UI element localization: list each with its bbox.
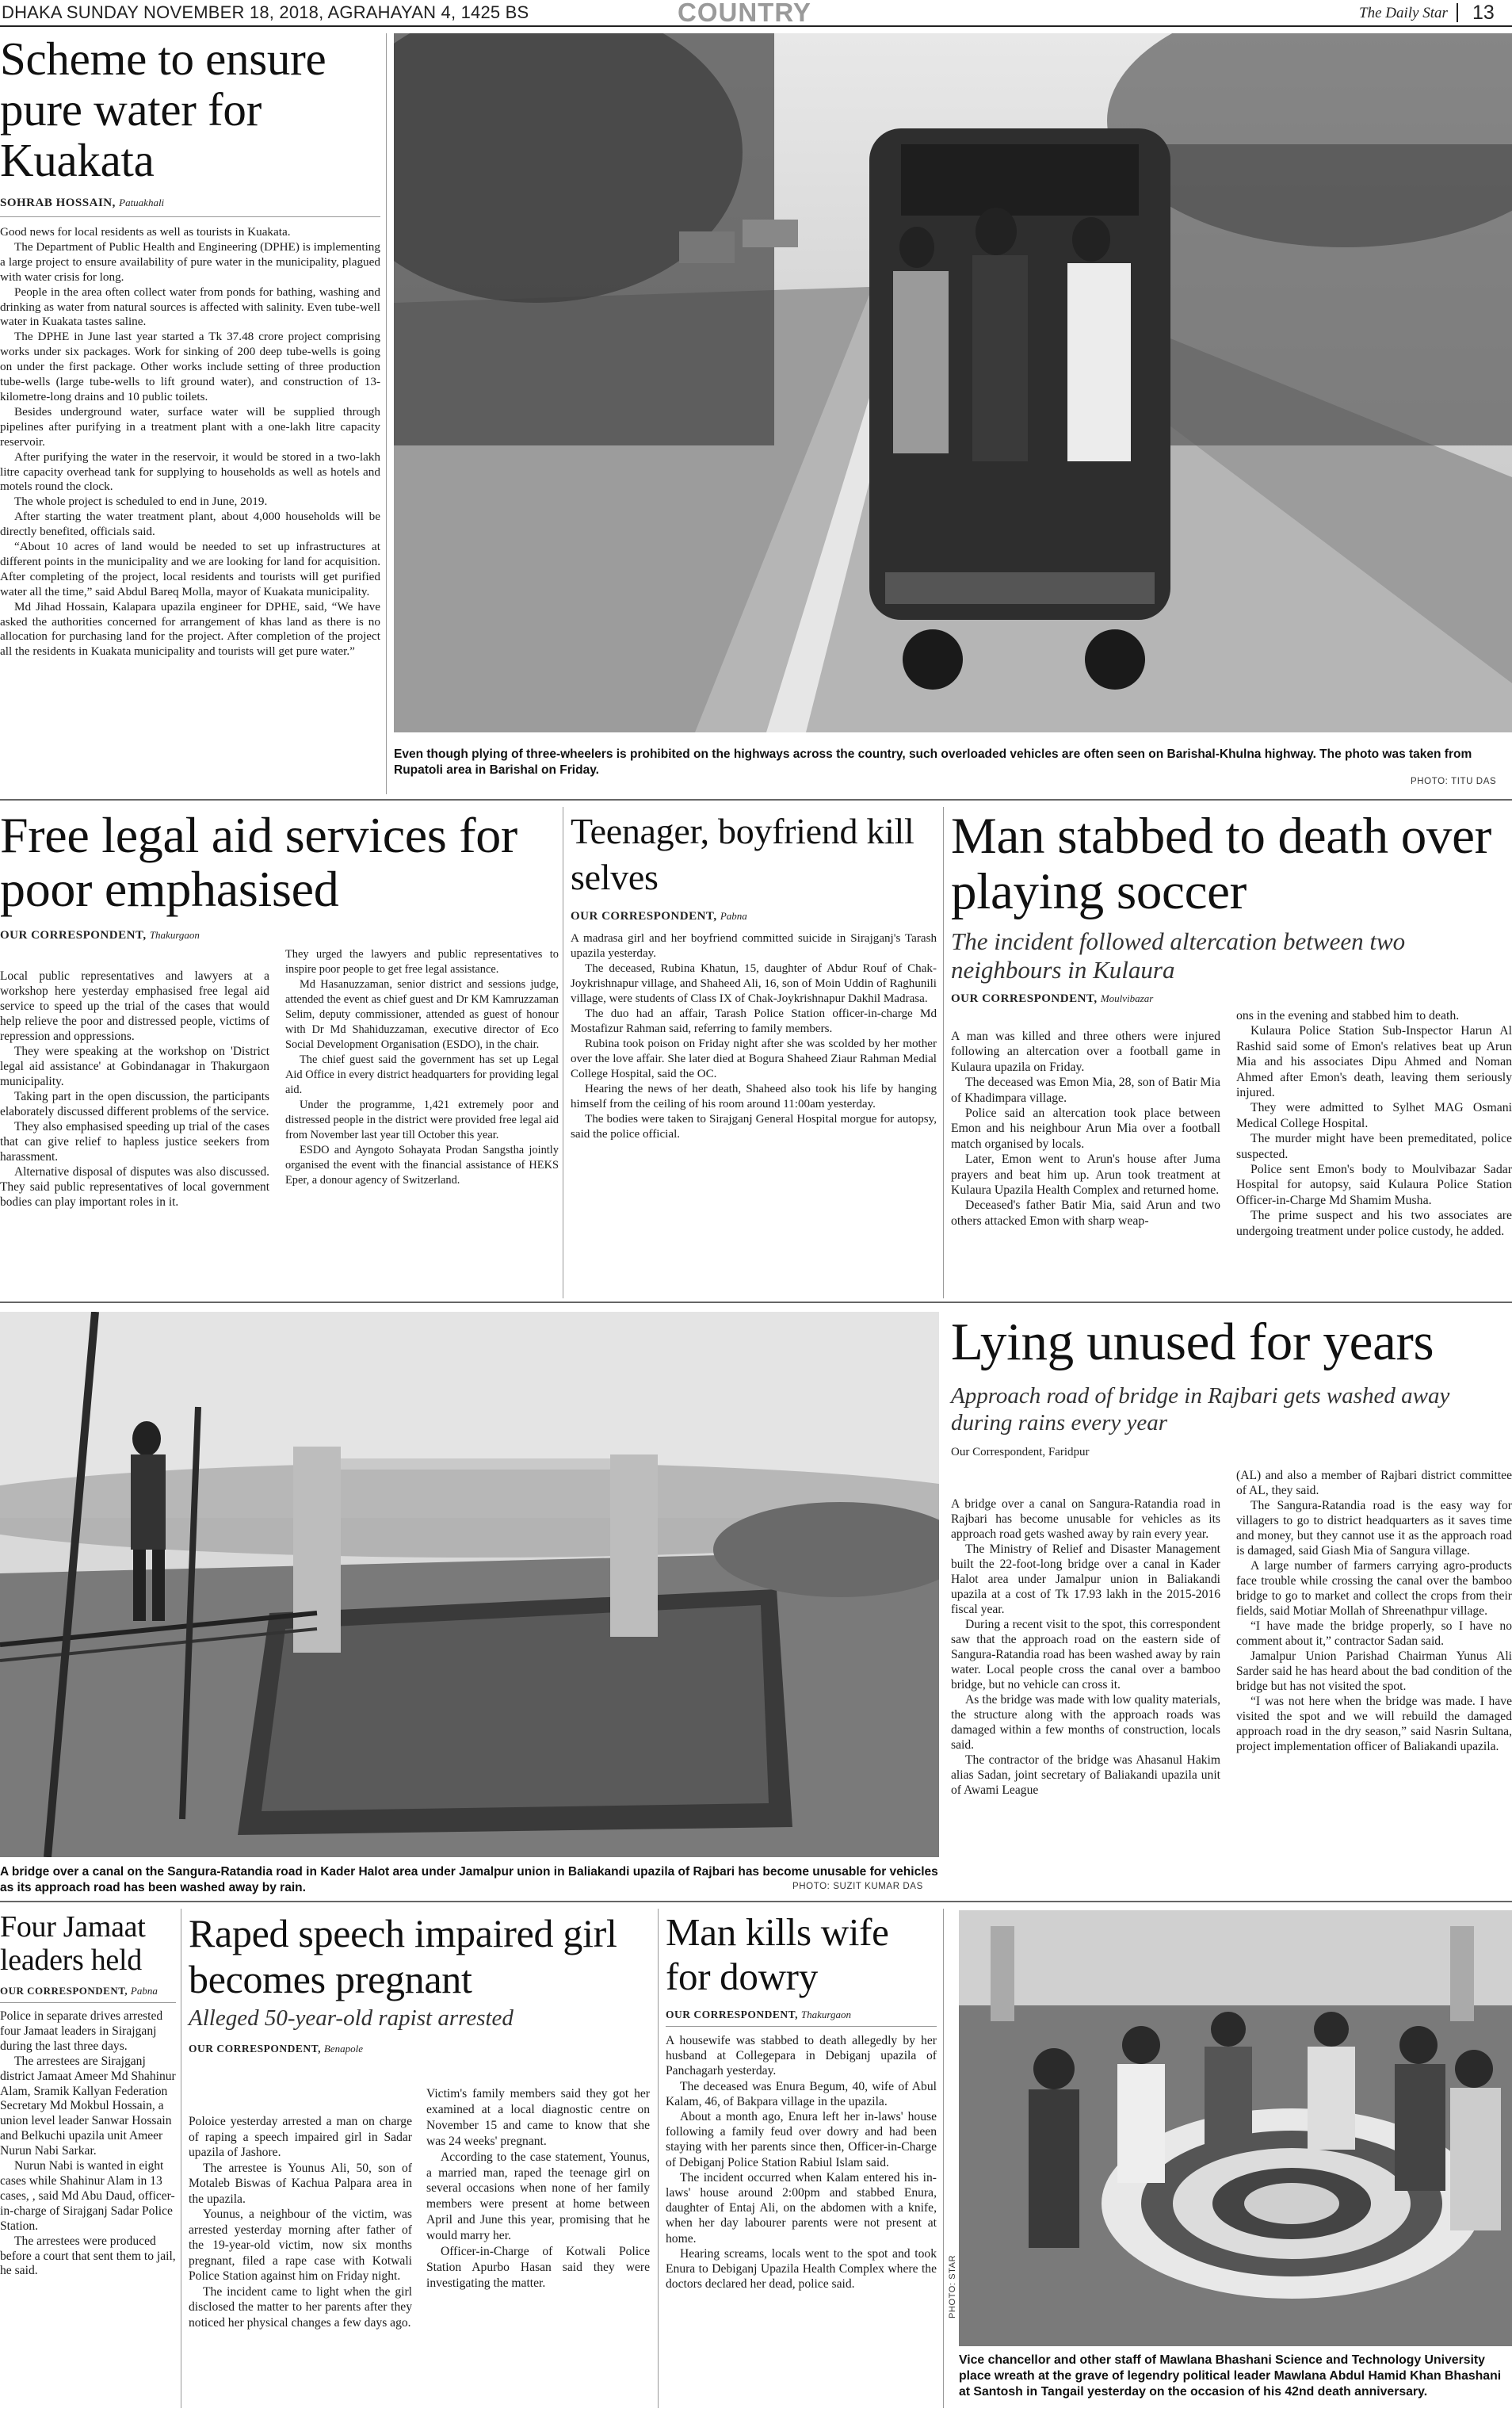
paragraph: The Sangura-Ratandia road is the easy way for villagers to go to district headquarters as it saves time and money, but they cannot use it as the approach road is damaged, said Giash Mia of Sangura village. [1236,1499,1512,1558]
column-2 [426,2086,650,2292]
byline [0,1985,176,1997]
column-2 [1236,1468,1512,1754]
paragraph: Rubina took poison on Friday night after she was scolded by her mother over the love affair. She later died at Bogura Shaheed Ziaur Rahman Medial College Hospital, said the OC. [571,1038,937,1080]
byline-author: OUR CORRESPONDENT, [0,1985,128,1997]
paragraph: Victim's family members said they got her examined at a local diagnostic centre on November 15 and came to know that she was 24 weeks' pregnant. [426,2087,650,2148]
photo-caption: A bridge over a canal on the Sangura-Ratandia road in Kader Halot area under Jamalpur union in Baliakandi upazila of Rajbari has become unusable for vehicles as its approach road has been washed away by rain. [0,1865,938,1894]
paragraph: Hearing the news of her death, Shaheed also took his life by hanging himself from the ceiling of his room around 11:00am yesterday. [571,1083,937,1110]
paragraph: Under the programme, 1,421 extremely poor and distressed people in the district were provided free legal aid from November last year till October this year. [285,1099,559,1141]
photo-wreath-bhashani-grave [959,1910,1512,2346]
photo-caption: Vice chancellor and other staff of Mawlana Bhashani Science and Technology University place wreath at the grave of legendry political leader Mawlana Abdul Hamid Khan Bhashani at Santosh in Tangail yesterday on the occasion of his 42nd death anniversary. [959,2353,1502,2399]
headline: Man kills wife for dowry [666,1910,889,1998]
photo-caption: Even though plying of three-wheelers is prohibited on the highways across the country, such overloaded vehicles are often seen on Barishal-Khulna highway. The photo was taken from Rupatoli area in Barishal on Friday. [394,747,1472,777]
paragraph: They urged the lawyers and public representatives to inspire poor people to get free legal assistance. [285,948,559,976]
column-2 [1236,1008,1512,1239]
paragraph: According to the case statement, Younus, a married man, raped the teenage girl on several occasions when none of her family members were present at home between April and June this year, promising that he would marry her. [426,2150,650,2243]
paragraph: The deceased was Emon Mia, 28, son of Batir Mia of Khadimpara village. [951,1076,1220,1105]
story-kuakata-water [0,33,380,793]
paragraph: Police in separate drives arrested four Jamaat leaders in Sirajganj during the last three days. [0,2009,163,2053]
paragraph: Md Hasanuzzaman, senior district and sessions judge, attended the event as chief guest and Dr KM Kamruzzaman Selim, deputy commissioner, attended as guest of honour with Dr Md Shahiduzzaman, executive director of Eco Social Development Organisation (ESDO), in the chair. [285,978,559,1051]
page-number: 13 [1472,2,1495,24]
paragraph: Taking part in the open discussion, the participants elaborately discussed different problems of the service. [0,1090,269,1118]
paragraph: Jamalpur Union Parishad Chairman Yunus Ali Sarder said he has heard about the bad condition of the bridge but has not visited the spot. [1236,1649,1512,1693]
paragraph: (AL) and also a member of Rajbari district committee of AL, they said. [1236,1469,1512,1497]
deck: Alleged 50-year-old rapist arrested [189,2005,514,2031]
story-speech-impaired-girl [189,1910,650,2412]
photo-credit: PHOTO: STAR [948,2254,957,2318]
paragraph: The contractor of the bridge was Ahasanul Hakim alias Sadan, joint secretary of Baliakandi upazila unit of Awami League [951,1753,1220,1797]
byline [189,2043,410,2055]
paragraph: They were speaking at the workshop on 'District legal aid assistance' at Gobindanagar in Thakurgaon municipality. [0,1045,269,1088]
paragraph: “I have made the bridge properly, so I have no comment about it,” contractor Sadan said. [1236,1619,1512,1648]
paragraph: A housewife was stabbed to death allegedly by her husband at Collegepara in Debiganj upazila of Panchagarh yesterday. [666,2034,937,2078]
byline-location: Thakurgaon [149,929,200,941]
headline: Raped speech impaired girl becomes pregnant [189,1911,617,2001]
paragraph: “About 10 acres of land would be needed to set up infrastructures at different points in the municipality and we are looking for land for acquisition. After completing of the project, local residents and tourists will get purified water all the time,” said Abdul Bareq Molla, mayor of Kuakata municipality. [0,540,380,598]
column-1 [189,2114,412,2330]
byline: Our Correspondent, Faridpur [951,1446,1090,1458]
story-free-legal-aid [0,808,559,1296]
paragraph: The bodies were taken to Sirajganj General Hospital morgue for autopsy, said the police official. [571,1113,937,1141]
paragraph: As the bridge was made with low quality materials, the structure along with the approach roads was damaged within a few months of construction, locals said. [951,1693,1220,1752]
paragraph: The DPHE in June last year started a Tk 37.48 crore project comprising works under six packages. Work for sinking of 200 deep tube-wells is going on under the first package. Other works include setting of three production tube-wells (large tube-wells to lift ground water), and construction of 13-kilometre-long drains and 10 public toilets. [0,330,380,403]
byline [0,197,380,210]
byline-author: OUR CORRESPONDENT, [0,929,147,942]
deck: The incident followed altercation between two neighbours in Kulaura [951,927,1406,984]
headline: Four Jamaat leaders held [0,1910,146,1977]
paragraph: A large number of farmers carrying agro-products face trouble while crossing the canal over the bamboo bridge to go to market and collect the crops from their fields, said Motiar Mollah of Shreenathpur village. [1236,1559,1512,1618]
paragraph: Md Jihad Hossain, Kalapara upazila engineer for DPHE, said, “We have asked the authorities concerned for arrangement of khas land as there is no allocation for purchasing land for the project. After completion of the project all the residents in Kuakata municipality and tourists will get pure water.” [0,599,380,659]
story-man-kills-wife [666,1910,937,2412]
byline-author: OUR CORRESPONDENT, [189,2043,322,2055]
byline-author: OUR CORRESPONDENT, [571,910,717,923]
column-1 [951,1029,1220,1229]
masthead [0,0,1512,27]
paragraph: Nurun Nabi is wanted in eight cases while Shahinur Alam in 13 cases, , said Md Abu Daud, officer-in-charge of Sirajganj Sadar Police Station. [0,2159,175,2233]
story-man-stabbed [951,808,1512,1296]
headline: Scheme to ensure pure water for Kuakata [0,32,326,186]
paragraph: The Ministry of Relief and Disaster Management built the 22-foot-long bridge over a canal in Kader Halot area under Jamalpur union in Baliakandi upazila at a cost of Tk 17.93 lakh in the 2015-2016 fiscal year. [951,1542,1220,1616]
paragraph: The arrestees were produced before a court that sent them to jail, he said. [0,2234,176,2278]
paragraph: The incident came to light when the girl disclosed the matter to her parents after they noticed her physical changes a few days ago. [189,2284,412,2330]
newspaper-logo: The Daily Star [1359,5,1448,21]
paragraph: A bridge over a canal on Sangura-Ratandia road in Rajbari has become unusable for vehicles as its approach road gets washed away by rain every year. [951,1497,1220,1541]
paragraph: The duo had an affair, Tarash Police Station officer-in-charge Md Mostafizur Rahman said, referring to family members. [571,1007,937,1035]
story-jamaat-leaders-held [0,1910,176,2412]
paragraph: Local public representatives and lawyers at a workshop here yesterday emphasised free legal aid service to speed up the trial of the cases that would help relieve the poor and distressed people, victims of repression and oppressions. [0,969,269,1043]
paragraph: Poloice yesterday arrested a man on charge of raping a speech impaired girl in Sadar upazila of Jashore. [189,2115,412,2159]
photo-credit: PHOTO: SUZIT KUMAR DAS [792,1882,923,1891]
byline-location: Moulvibazar [1100,992,1154,1004]
byline [571,910,937,923]
byline-location: Pabna [720,910,747,922]
byline-location: Benapole [323,2043,363,2055]
section-label: COUNTRY [678,0,811,27]
paragraph: After starting the water treatment plant, about 4,000 households will be directly benefited, officials said. [0,510,380,539]
paragraph: Police sent Emon's body to Moulvibazar Sadar Hospital for autopsy, said Kulaura Police Station Officer-in-Charge Md Shamim Musha. [1236,1163,1512,1207]
byline [0,929,559,942]
byline [951,992,1220,1006]
headline: Man stabbed to death over playing soccer [951,808,1492,920]
paragraph: The prime suspect and his two associates are undergoing treatment under police custody, he added. [1236,1209,1512,1238]
paragraph: Deceased's father Batir Mia, said Arun and two others attacked Emon with sharp weap- [951,1198,1220,1228]
paragraph: A man was killed and three others were injured following an altercation over a football game in Kulaura upazila on Friday. [951,1030,1220,1074]
column-1 [0,969,269,1210]
headline: Free legal aid services for poor emphasised [0,807,517,917]
photo-credit: PHOTO: TITU DAS [1411,777,1497,786]
paragraph: ons in the evening and stabbed him to death. [1236,1009,1460,1023]
paragraph: The chief guest said the government has set up Legal Aid Office in every district headquarters for providing legal aid. [285,1053,559,1096]
paragraph: They were admitted to Sylhet MAG Osmani Medical College Hospital. [1236,1101,1512,1130]
byline-location: Thakurgaon [800,2009,851,2020]
paragraph: The incident occurred when Kalam entered his in-laws' house around 2:00pm and stabbed Enura, daughter of Entaj Ali, on the abdomen with a knife, when her day labourer parents were not present at home. [666,2170,937,2246]
paragraph: They also emphasised speeding up trial of the cases that can give relief to hapless justice seekers from harassment. [0,1120,269,1164]
story-lying-unused [951,1314,1512,1897]
byline-author: OUR CORRESPONDENT, [951,992,1098,1005]
paragraph: “I was not here when the bridge was made. I have visited the spot and we will rebuild the damaged approach road in the dry season,” said Nasrin Sultana, project implementation officer of Baliakandi upazila. [1236,1695,1512,1753]
article-body [666,2033,937,2292]
paragraph: Besides underground water, surface water will be supplied through pipelines after purifying in a treatment plant with a one-lakh litre capacity reservoir. [0,404,380,449]
byline-location: Pabna [130,1985,158,1997]
paragraph: The arrestees are Sirajganj district Jamaat Ameer Md Shahinur Alam, Sramik Kallyan Federation Secretary Md Mokbul Hossain, a union level leader Sanwar Hossain and Belkuchi upazila unit Ameer Nurun Nabi Sarkar. [0,2054,176,2158]
paragraph: Police said an altercation took place between Emon and his neighbour Arun Mia over a football match organised by locals. [951,1107,1220,1151]
article-body [0,225,380,659]
paragraph: A madrasa girl and her boyfriend committed suicide in Sirajganj's Tarash upazila yesterday. [571,932,937,960]
byline-location: Patuakhali [119,197,165,208]
article-body [571,931,937,1142]
paragraph: The Department of Public Health and Engineering (DPHE) is implementing a large project to ensure availability of pure water in the municipality, plagued with water crisis for long. [0,239,380,284]
headline: Teenager, boyfriend kill selves [571,811,914,897]
paragraph: The deceased was Enura Begum, 40, wife of Abul Kalam, 46, of Bakpara village in the upazila. [666,2079,937,2108]
paragraph: Alternative disposal of disputes was also discussed. They said public representatives of local government bodies can play important roles in it. [0,1165,269,1209]
story-teenager-boyfriend [571,808,937,1296]
deck: Approach road of bridge in Rajbari gets washed away during rains every year [951,1383,1450,1435]
paragraph: Good news for local residents as well as tourists in Kuakata. [0,225,291,239]
byline-author: OUR CORRESPONDENT, [666,2009,799,2020]
paragraph: People in the area often collect water from ponds for bathing, washing and drinking as water from natural sources is affected with salinity. Even tube-well water in Kuakata tastes saline. [0,285,380,329]
paragraph: ESDO and Ayngoto Sohayata Prodan Sangstha jointly organised the event with the financial assistance of HEKS Eper, a donour agency of Switzerland. [285,1144,559,1187]
column-2 [285,947,559,1188]
paragraph: Hearing screams, locals went to the spot and took Enura to Debiganj Upazila Health Complex where the doctors declared her dead, police said. [666,2246,937,2292]
dateline: DHAKA SUNDAY NOVEMBER 18, 2018, AGRAHAYAN 4, 1425 BS [2,2,529,22]
byline [666,2009,937,2021]
paragraph: During a recent visit to the spot, this correspondent saw that the approach road on the eastern side of Sangura-Ratandia road has been washed away by rain water. Local people cross the canal over a bamboo bridge, but no vehicle can cross it. [951,1618,1220,1691]
column-1 [951,1497,1220,1798]
paragraph: Kulaura Police Station Sub-Inspector Harun Al Rashid said some of Emon's relatives beat up Arun Mia and his associates Dipu Ahmed and Noman Ahmed after Emon's death, leaving them seriously injured. [1236,1024,1512,1100]
photo-unused-bridge [0,1312,939,1857]
paragraph: The murder might have been premeditated, police suspected. [1236,1132,1512,1161]
paragraph: About a month ago, Enura left her in-laws' house following a family feud over dowry and had been staying with her parents since then, Officer-in-Charge of Debiganj Police Station Rabiul Islam said. [666,2110,937,2169]
headline: Lying unused for years [951,1313,1434,1371]
paragraph: Later, Emon went to Arun's house after Juma prayers and beat him up. Arun took treatment at Kulaura Upazila Health Complex and returned home. [951,1152,1220,1198]
paragraph: The deceased, Rubina Khatun, 15, daughter of Abdur Rouf of Chak-Joykrishnapur village, and Shaheed Ali, 16, son of Moin Uddin of Raghunili village, were students of Class IX of Chak-Joykrishnapur Dakhil Madrasa. [571,962,937,1005]
paragraph: Younus, a neighbour of the victim, was arrested yesterday morning after father of the 19-year-old victim, now six months pregnant, filed a rape case with Kotwali Police Station against him on Friday night. [189,2207,412,2283]
paragraph: Officer-in-Charge of Kotwali Police Station Apurbo Hasan said they were investigating the matter. [426,2245,650,2290]
photo-overloaded-three-wheeler [394,33,1512,732]
paragraph: The arrestee is Younus Ali, 50, son of Motaleb Biswas of Kachua Palpara area in the upazila. [189,2161,412,2206]
paragraph: After purifying the water in the reservoir, it would be stored in a two-lakh litre capacity overhead tank for supplying to households as well as hotels and motels round the clock. [0,449,380,494]
paragraph: The whole project is scheduled to end in June, 2019. [14,495,268,509]
byline-author: SOHRAB HOSSAIN, [0,197,116,209]
article-body [0,2009,176,2279]
